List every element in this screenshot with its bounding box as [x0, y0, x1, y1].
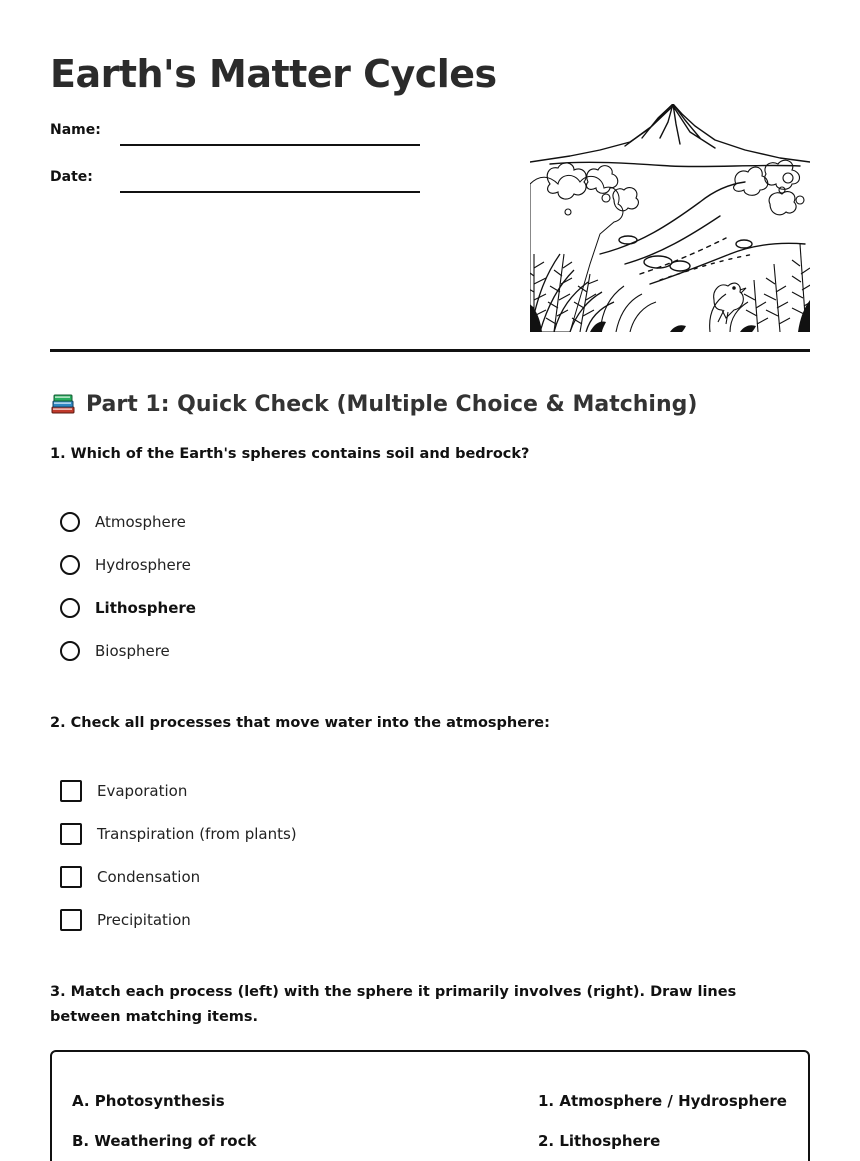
radio-button[interactable] — [60, 641, 80, 661]
option-label: Condensation — [97, 868, 201, 886]
q1-option-lithosphere[interactable] — [60, 596, 196, 620]
q2-option-transpiration[interactable] — [60, 822, 297, 846]
option-label: Atmosphere — [95, 513, 186, 531]
match-left-b[interactable]: B. Weathering of rock — [72, 1132, 257, 1150]
mountain-river-landscape-illustration — [530, 104, 810, 332]
q2-option-precipitation[interactable] — [60, 908, 191, 932]
part1-title: Part 1: Quick Check (Multiple Choice & Matching) — [86, 391, 698, 417]
date-field[interactable] — [50, 163, 420, 193]
part1-heading — [50, 388, 697, 420]
books-icon — [50, 391, 76, 417]
option-label: Evaporation — [97, 782, 188, 800]
option-label: Biosphere — [95, 642, 170, 660]
question-2: 2. Check all processes that move water into the atmosphere: — [50, 715, 550, 731]
question-1: 1. Which of the Earth's spheres contains soil and bedrock? — [50, 446, 530, 462]
q1-option-biosphere[interactable] — [60, 639, 170, 663]
question-3: 3. Match each process (left) with the sphere it primarily involves (right). Draw lines between matching items. — [50, 984, 737, 1025]
matching-box[interactable] — [50, 1050, 810, 1161]
radio-button[interactable] — [60, 555, 80, 575]
date-label: Date: — [50, 169, 93, 185]
checkbox[interactable] — [60, 780, 82, 802]
header-divider — [50, 349, 810, 352]
checkbox[interactable] — [60, 909, 82, 931]
match-right-1[interactable]: 1. Atmosphere / Hydrosphere — [538, 1092, 787, 1110]
radio-button[interactable] — [60, 598, 80, 618]
name-label: Name: — [50, 122, 101, 138]
name-field[interactable] — [50, 116, 420, 146]
option-label: Precipitation — [97, 911, 191, 929]
q1-option-hydrosphere[interactable] — [60, 553, 191, 577]
option-label: Transpiration (from plants) — [97, 825, 297, 843]
date-input-line[interactable] — [120, 191, 420, 193]
checkbox[interactable] — [60, 866, 82, 888]
q2-option-evaporation[interactable] — [60, 779, 187, 803]
option-label: Lithosphere — [95, 599, 196, 617]
name-input-line[interactable] — [120, 144, 420, 146]
option-label: Hydrosphere — [95, 556, 191, 574]
match-left-a[interactable]: A. Photosynthesis — [72, 1092, 225, 1110]
q2-option-condensation[interactable] — [60, 865, 200, 889]
page-title: Earth's Matter Cycles — [50, 52, 497, 96]
match-right-2[interactable]: 2. Lithosphere — [538, 1132, 661, 1150]
checkbox[interactable] — [60, 823, 82, 845]
q1-option-atmosphere[interactable] — [60, 510, 186, 534]
radio-button[interactable] — [60, 512, 80, 532]
